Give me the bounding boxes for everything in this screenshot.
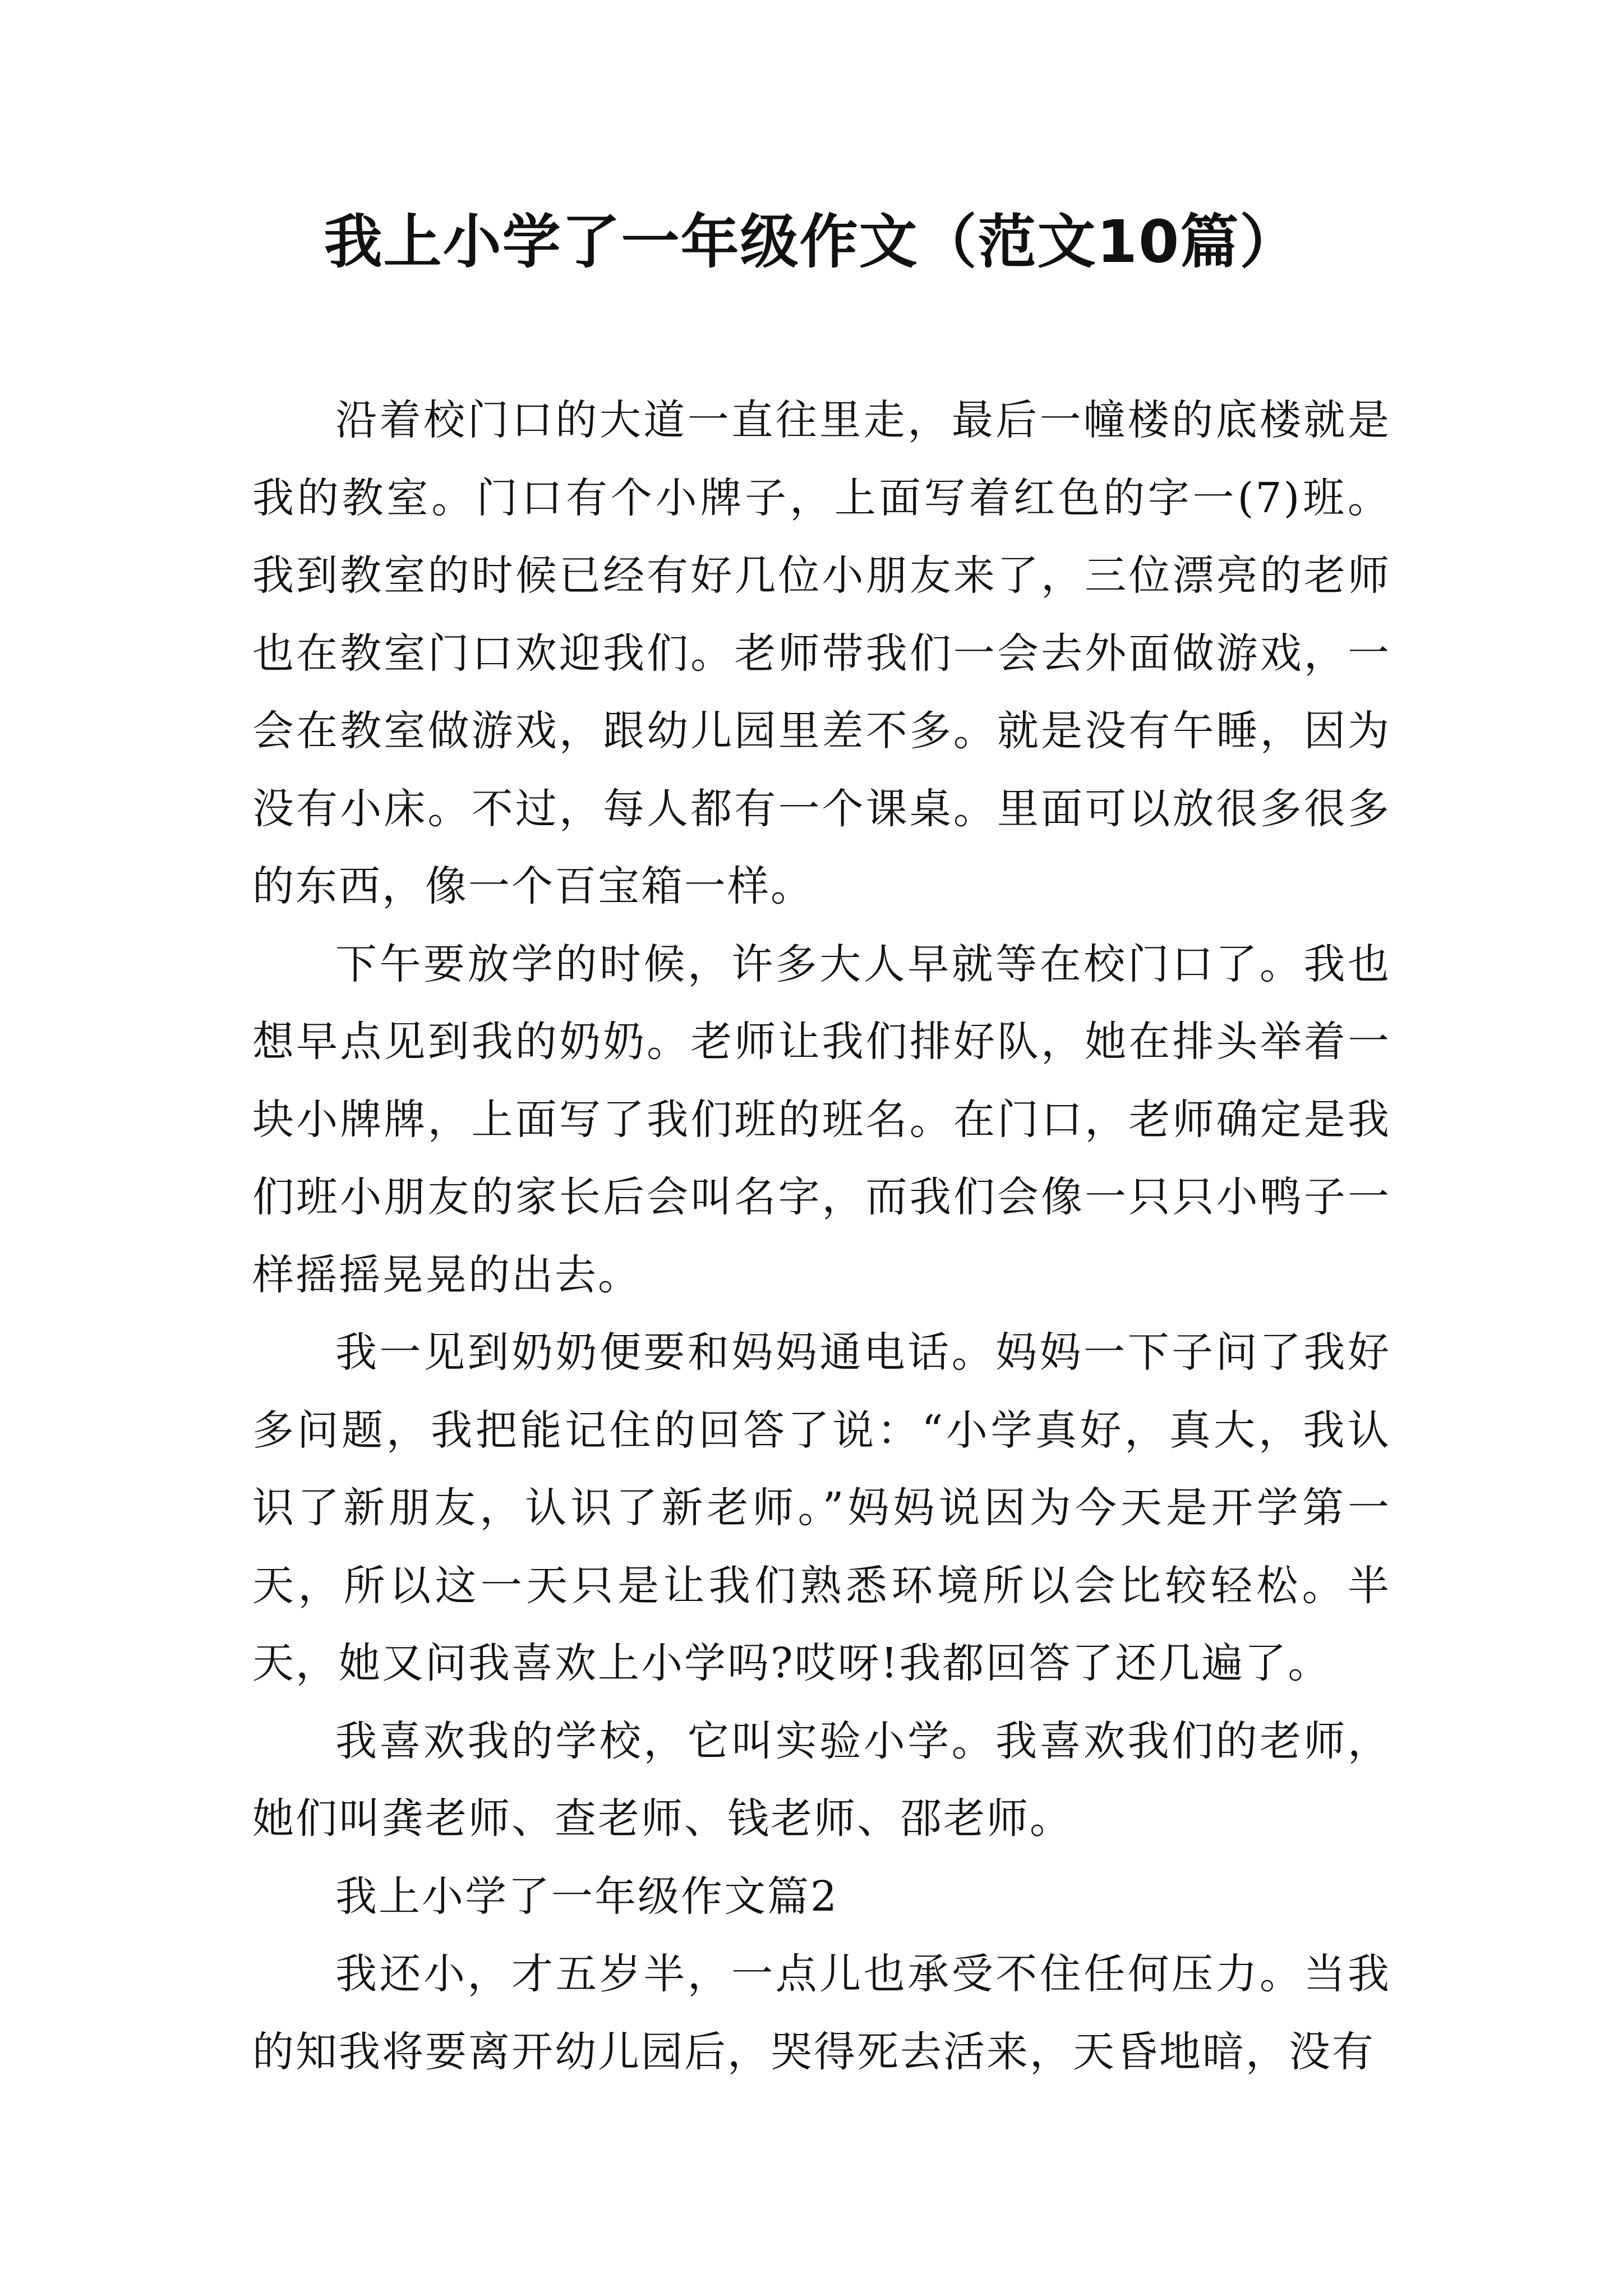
paragraph-4: 我喜欢我的学校，它叫实验小学。我喜欢我们的老师，她们叫龚老师、查老师、钱老师、邵老师。 — [252, 1717, 1391, 1843]
paragraph-3: 我一见到奶奶便要和妈妈通电话。妈妈一下子问了我好多问题，我把能记住的回答了说：“小学真好，真大，我认识了新朋友，认识了新老师。”妈妈说因为今天是开学第一天，所以这一天只是让我们熟悉环境所以会比较轻松。半天，她又问我喜欢上小学吗?哎呀!我都回答了还几遍了。 — [252, 1328, 1391, 1687]
document-body — [252, 381, 1391, 2091]
section-heading-2: 我上小学了一年级作文篇2 — [335, 1872, 839, 1921]
paragraph-1: 沿着校门口的大道一直往里走，最后一幢楼的底楼就是我的教室。门口有个小牌子，上面写着红色的字一(7)班。我到教室的时候已经有好几位小朋友来了，三位漂亮的老师也在教室门口欢迎我们。老师带我们一会去外面做游戏，一会在教室做游戏，跟幼儿园里差不多。就是没有午睡，因为没有小床。不过，每人都有一个课桌。里面可以放很多很多的东西，像一个百宝箱一样。 — [252, 396, 1391, 910]
document-title: 我上小学了一年级作文（范文10篇） — [324, 208, 1299, 276]
paragraph-5: 我还小，才五岁半，一点儿也承受不住任何压力。当我的知我将要离开幼儿园后，哭得死去活来，天昏地暗，没有 — [252, 1950, 1391, 2076]
paragraph-2: 下午要放学的时候，许多大人早就等在校门口了。我也想早点见到我的奶奶。老师让我们排好队，她在排头举着一块小牌牌，上面写了我们班的班名。在门口，老师确定是我们班小朋友的家长后会叫名字，而我们会像一只只小鸭子一样摇摇晃晃的出去。 — [252, 940, 1391, 1299]
